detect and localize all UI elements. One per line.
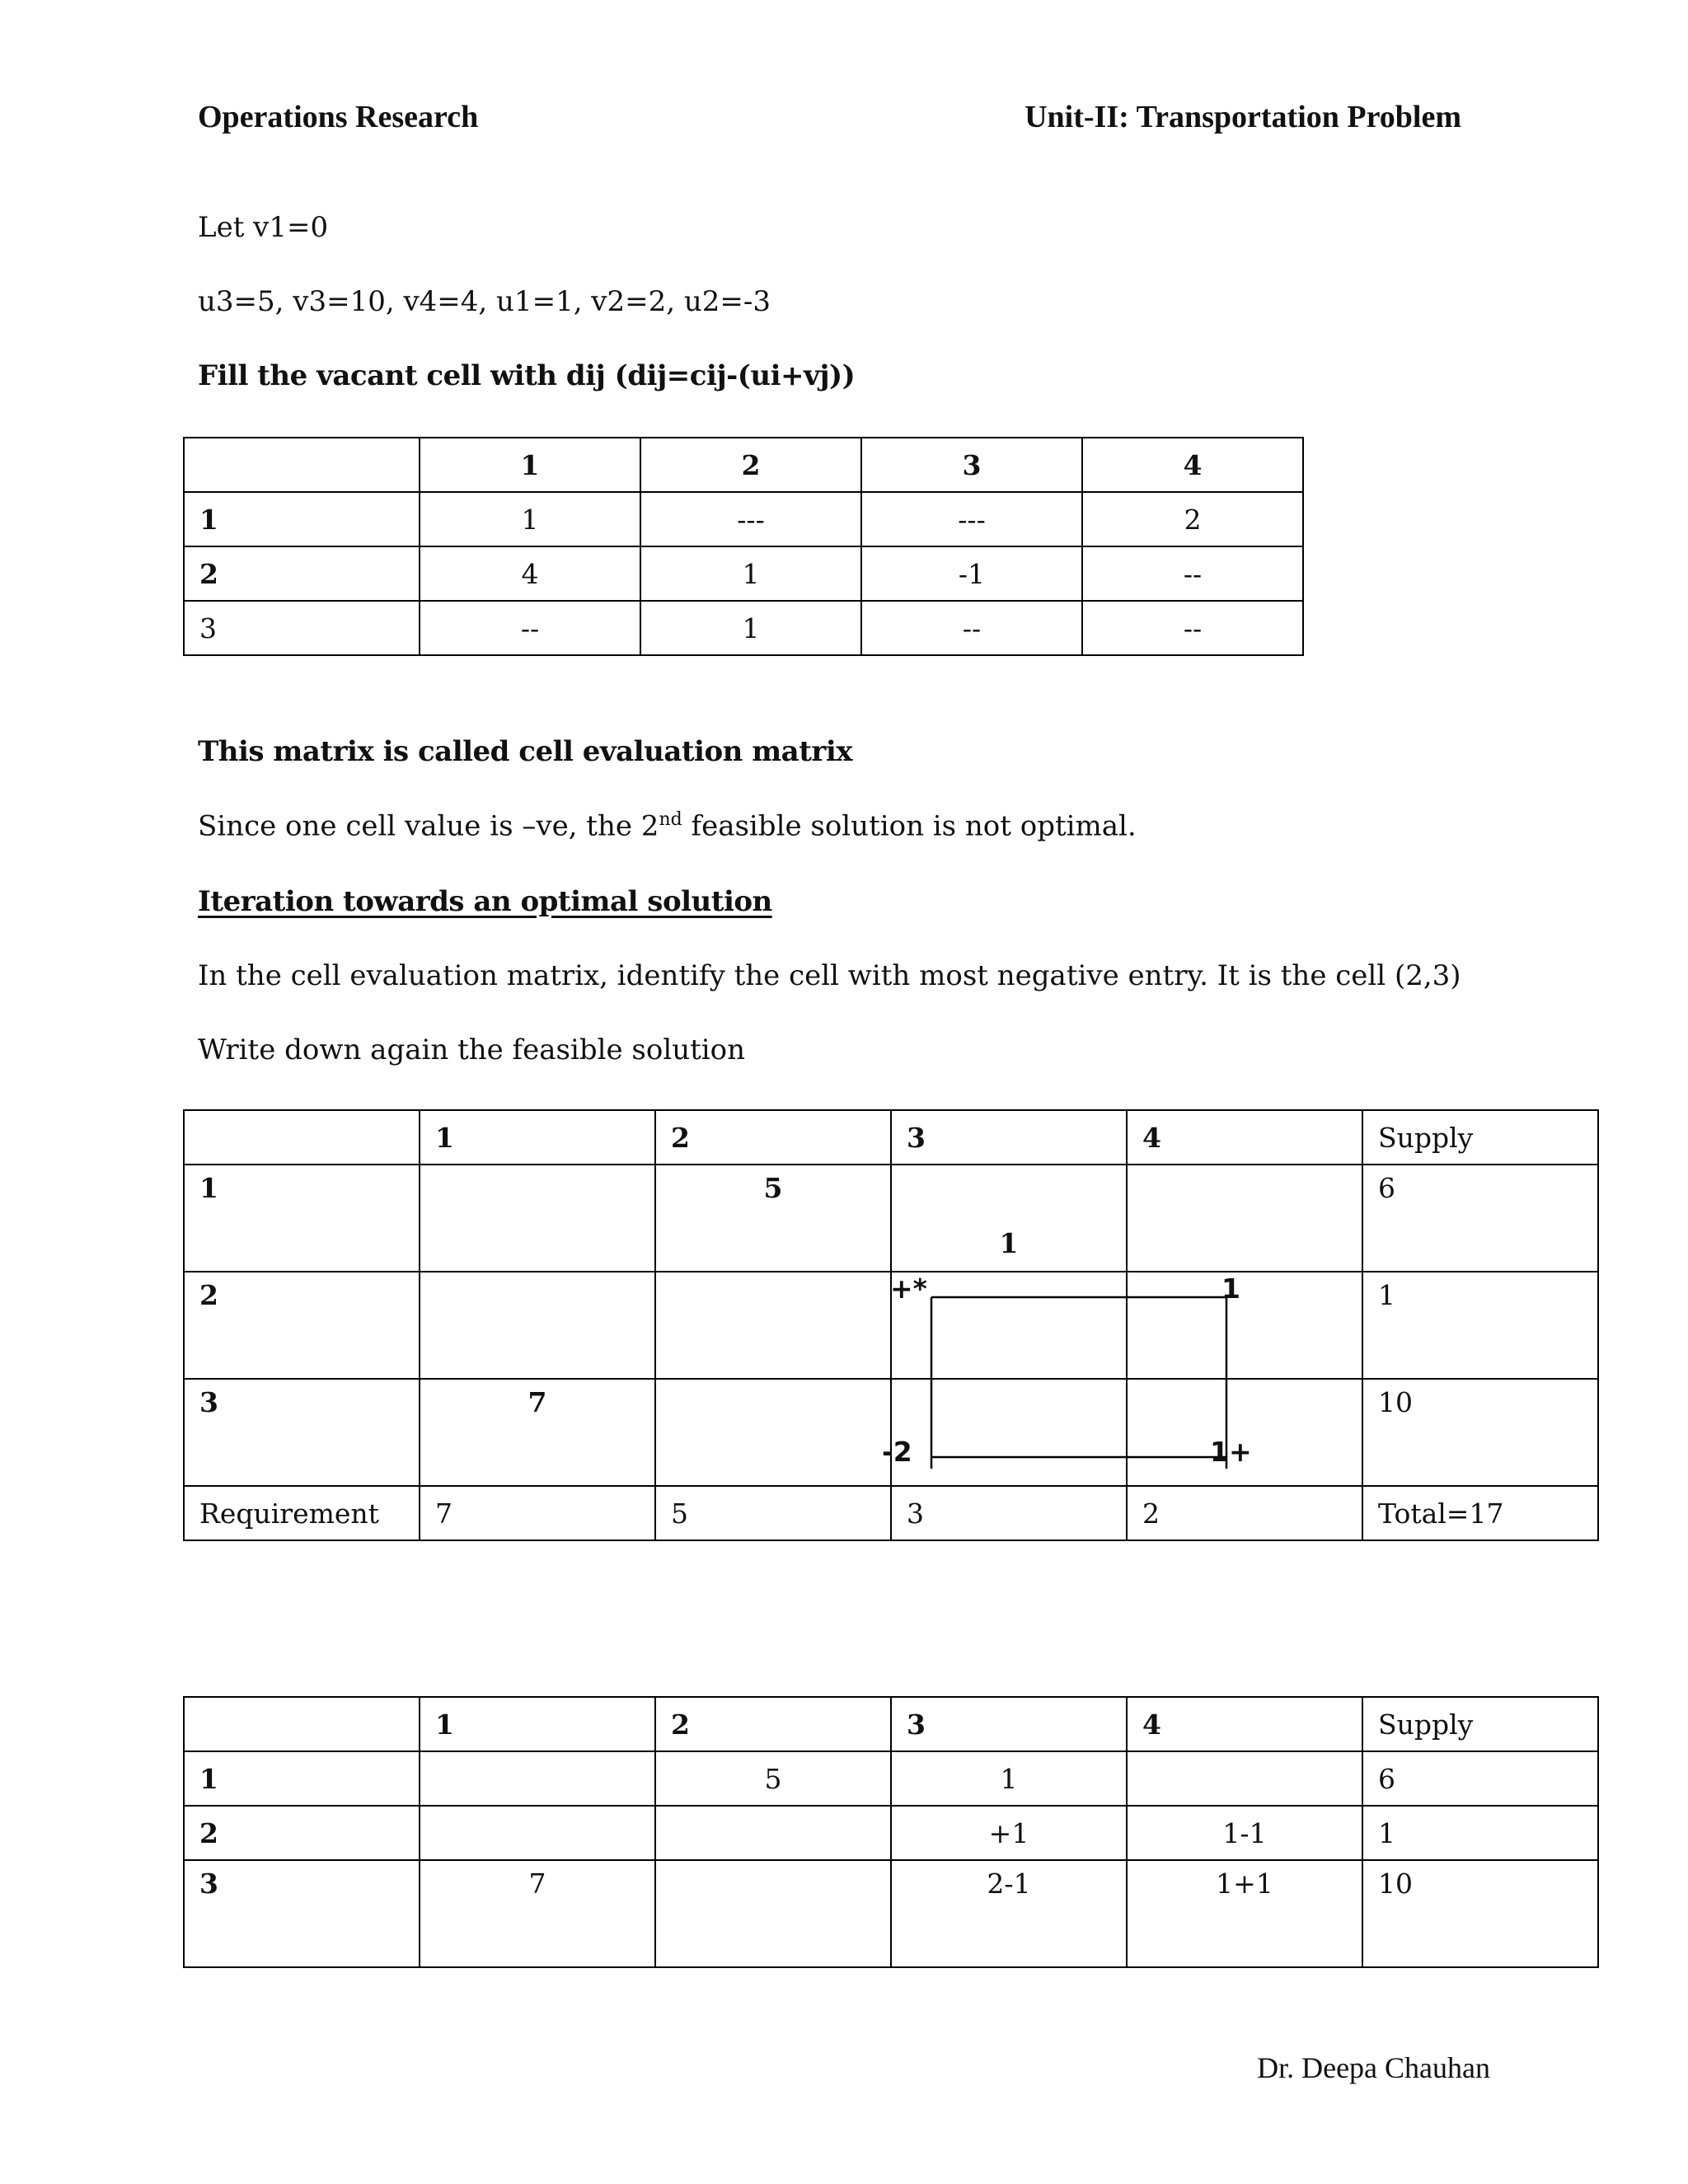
row-header: 1 — [184, 1751, 420, 1806]
requirement-cell: 5 — [655, 1486, 891, 1540]
row-header: 1 — [184, 492, 420, 546]
table-cell: 1 — [891, 1751, 1127, 1806]
col-header: 3 — [861, 438, 1082, 492]
text-matrix-name: This matrix is called cell evaluation matrix — [198, 735, 853, 768]
table-cell: --- — [861, 492, 1082, 546]
requirement-cell: 2 — [1127, 1486, 1362, 1540]
supply-cell: 1 — [1362, 1272, 1598, 1379]
table-cell: 1-1 — [1127, 1806, 1362, 1860]
row-header: 2 — [184, 1806, 420, 1860]
table-cell: 1 — [420, 492, 640, 546]
text-not-optimal-part: feasible solution is not optimal. — [682, 809, 1137, 843]
table-cell — [655, 1860, 891, 1967]
corner-cell — [184, 1697, 420, 1751]
col-header: 1 — [420, 1697, 655, 1751]
table-cell: 4 — [420, 546, 640, 601]
supply-cell: 10 — [1362, 1860, 1598, 1967]
requirement-cell: 7 — [420, 1486, 655, 1540]
supply-cell: 6 — [1362, 1751, 1598, 1806]
header-course-title: Operations Research — [198, 100, 479, 134]
entering-cell-mark: +* — [890, 1272, 927, 1305]
table-cell: 5 — [655, 1751, 891, 1806]
allocation-cell: 1 — [891, 1165, 1127, 1272]
section-heading-iteration: Iteration towards an optimal solution — [198, 885, 772, 918]
requirement-label: Requirement — [184, 1486, 420, 1540]
row-header: 3 — [184, 601, 420, 655]
total-cell: Total=17 — [1362, 1486, 1598, 1540]
table-cell: +1 — [891, 1806, 1127, 1860]
col-header: 2 — [655, 1110, 891, 1165]
row-header: 3 — [184, 1379, 420, 1486]
row-header: 2 — [184, 546, 420, 601]
table-cell — [1127, 1751, 1362, 1806]
footer-author: Dr. Deepa Chauhan — [1257, 2051, 1490, 2084]
table-cell: 2-1 — [891, 1860, 1127, 1967]
table-cell: -- — [861, 601, 1082, 655]
table-cell: -1 — [861, 546, 1082, 601]
supply-cell: 1 — [1362, 1806, 1598, 1860]
table-cell: -- — [1082, 601, 1303, 655]
col-header: 1 — [420, 438, 640, 492]
row-header: 1 — [184, 1165, 420, 1272]
table-cell: 7 — [420, 1860, 655, 1967]
table-cell — [420, 1751, 655, 1806]
col-header: 4 — [1127, 1110, 1362, 1165]
col-header: 1 — [420, 1110, 655, 1165]
row-header: 2 — [184, 1272, 420, 1379]
table-cell: 1 — [640, 546, 861, 601]
supply-cell: 6 — [1362, 1165, 1598, 1272]
allocation-cell: 1 — [1221, 1272, 1240, 1305]
table-cell: -- — [420, 601, 640, 655]
supply-cell: 10 — [1362, 1379, 1598, 1486]
adjusted-allocation-table — [183, 1696, 1599, 1968]
header-unit-title: Unit-II: Transportation Problem — [1025, 100, 1461, 134]
col-header: 3 — [891, 1697, 1127, 1751]
table-cell — [655, 1806, 891, 1860]
table-cell — [420, 1806, 655, 1860]
table-cell: -- — [1082, 546, 1303, 601]
allocation-cell: -2 — [882, 1436, 912, 1468]
row-header: 3 — [184, 1860, 420, 1967]
allocation-cell: 5 — [655, 1165, 891, 1272]
table-cell: 2 — [1082, 492, 1303, 546]
text-let-v1: Let v1=0 — [198, 211, 329, 244]
table-cell: 1+1 — [1127, 1860, 1362, 1967]
text-identify-cell: In the cell evaluation matrix, identify the cell with most negative entry. It is the cell (2,3) — [198, 959, 1461, 992]
col-header: 4 — [1082, 438, 1303, 492]
requirement-cell: 3 — [891, 1486, 1127, 1540]
col-header: 4 — [1127, 1697, 1362, 1751]
col-header: 2 — [655, 1697, 891, 1751]
allocation-cell: 7 — [420, 1379, 655, 1486]
allocation-cell: 1+ — [1210, 1436, 1252, 1468]
supply-header: Supply — [1362, 1110, 1598, 1165]
supply-header: Supply — [1362, 1697, 1598, 1751]
col-header: 2 — [640, 438, 861, 492]
table-cell: --- — [640, 492, 861, 546]
col-header: 3 — [891, 1110, 1127, 1165]
text-fill-instruction: Fill the vacant cell with dij (dij=cij-(ui+vj)) — [198, 359, 856, 392]
text-dual-values: u3=5, v3=10, v4=4, u1=1, v2=2, u2=-3 — [198, 285, 771, 318]
table-cell: 1 — [640, 601, 861, 655]
text-not-optimal-part: Since one cell value is –ve, the 2 — [198, 809, 659, 843]
superscript-nd: nd — [659, 809, 682, 830]
text-write-feasible: Write down again the feasible solution — [198, 1033, 746, 1066]
